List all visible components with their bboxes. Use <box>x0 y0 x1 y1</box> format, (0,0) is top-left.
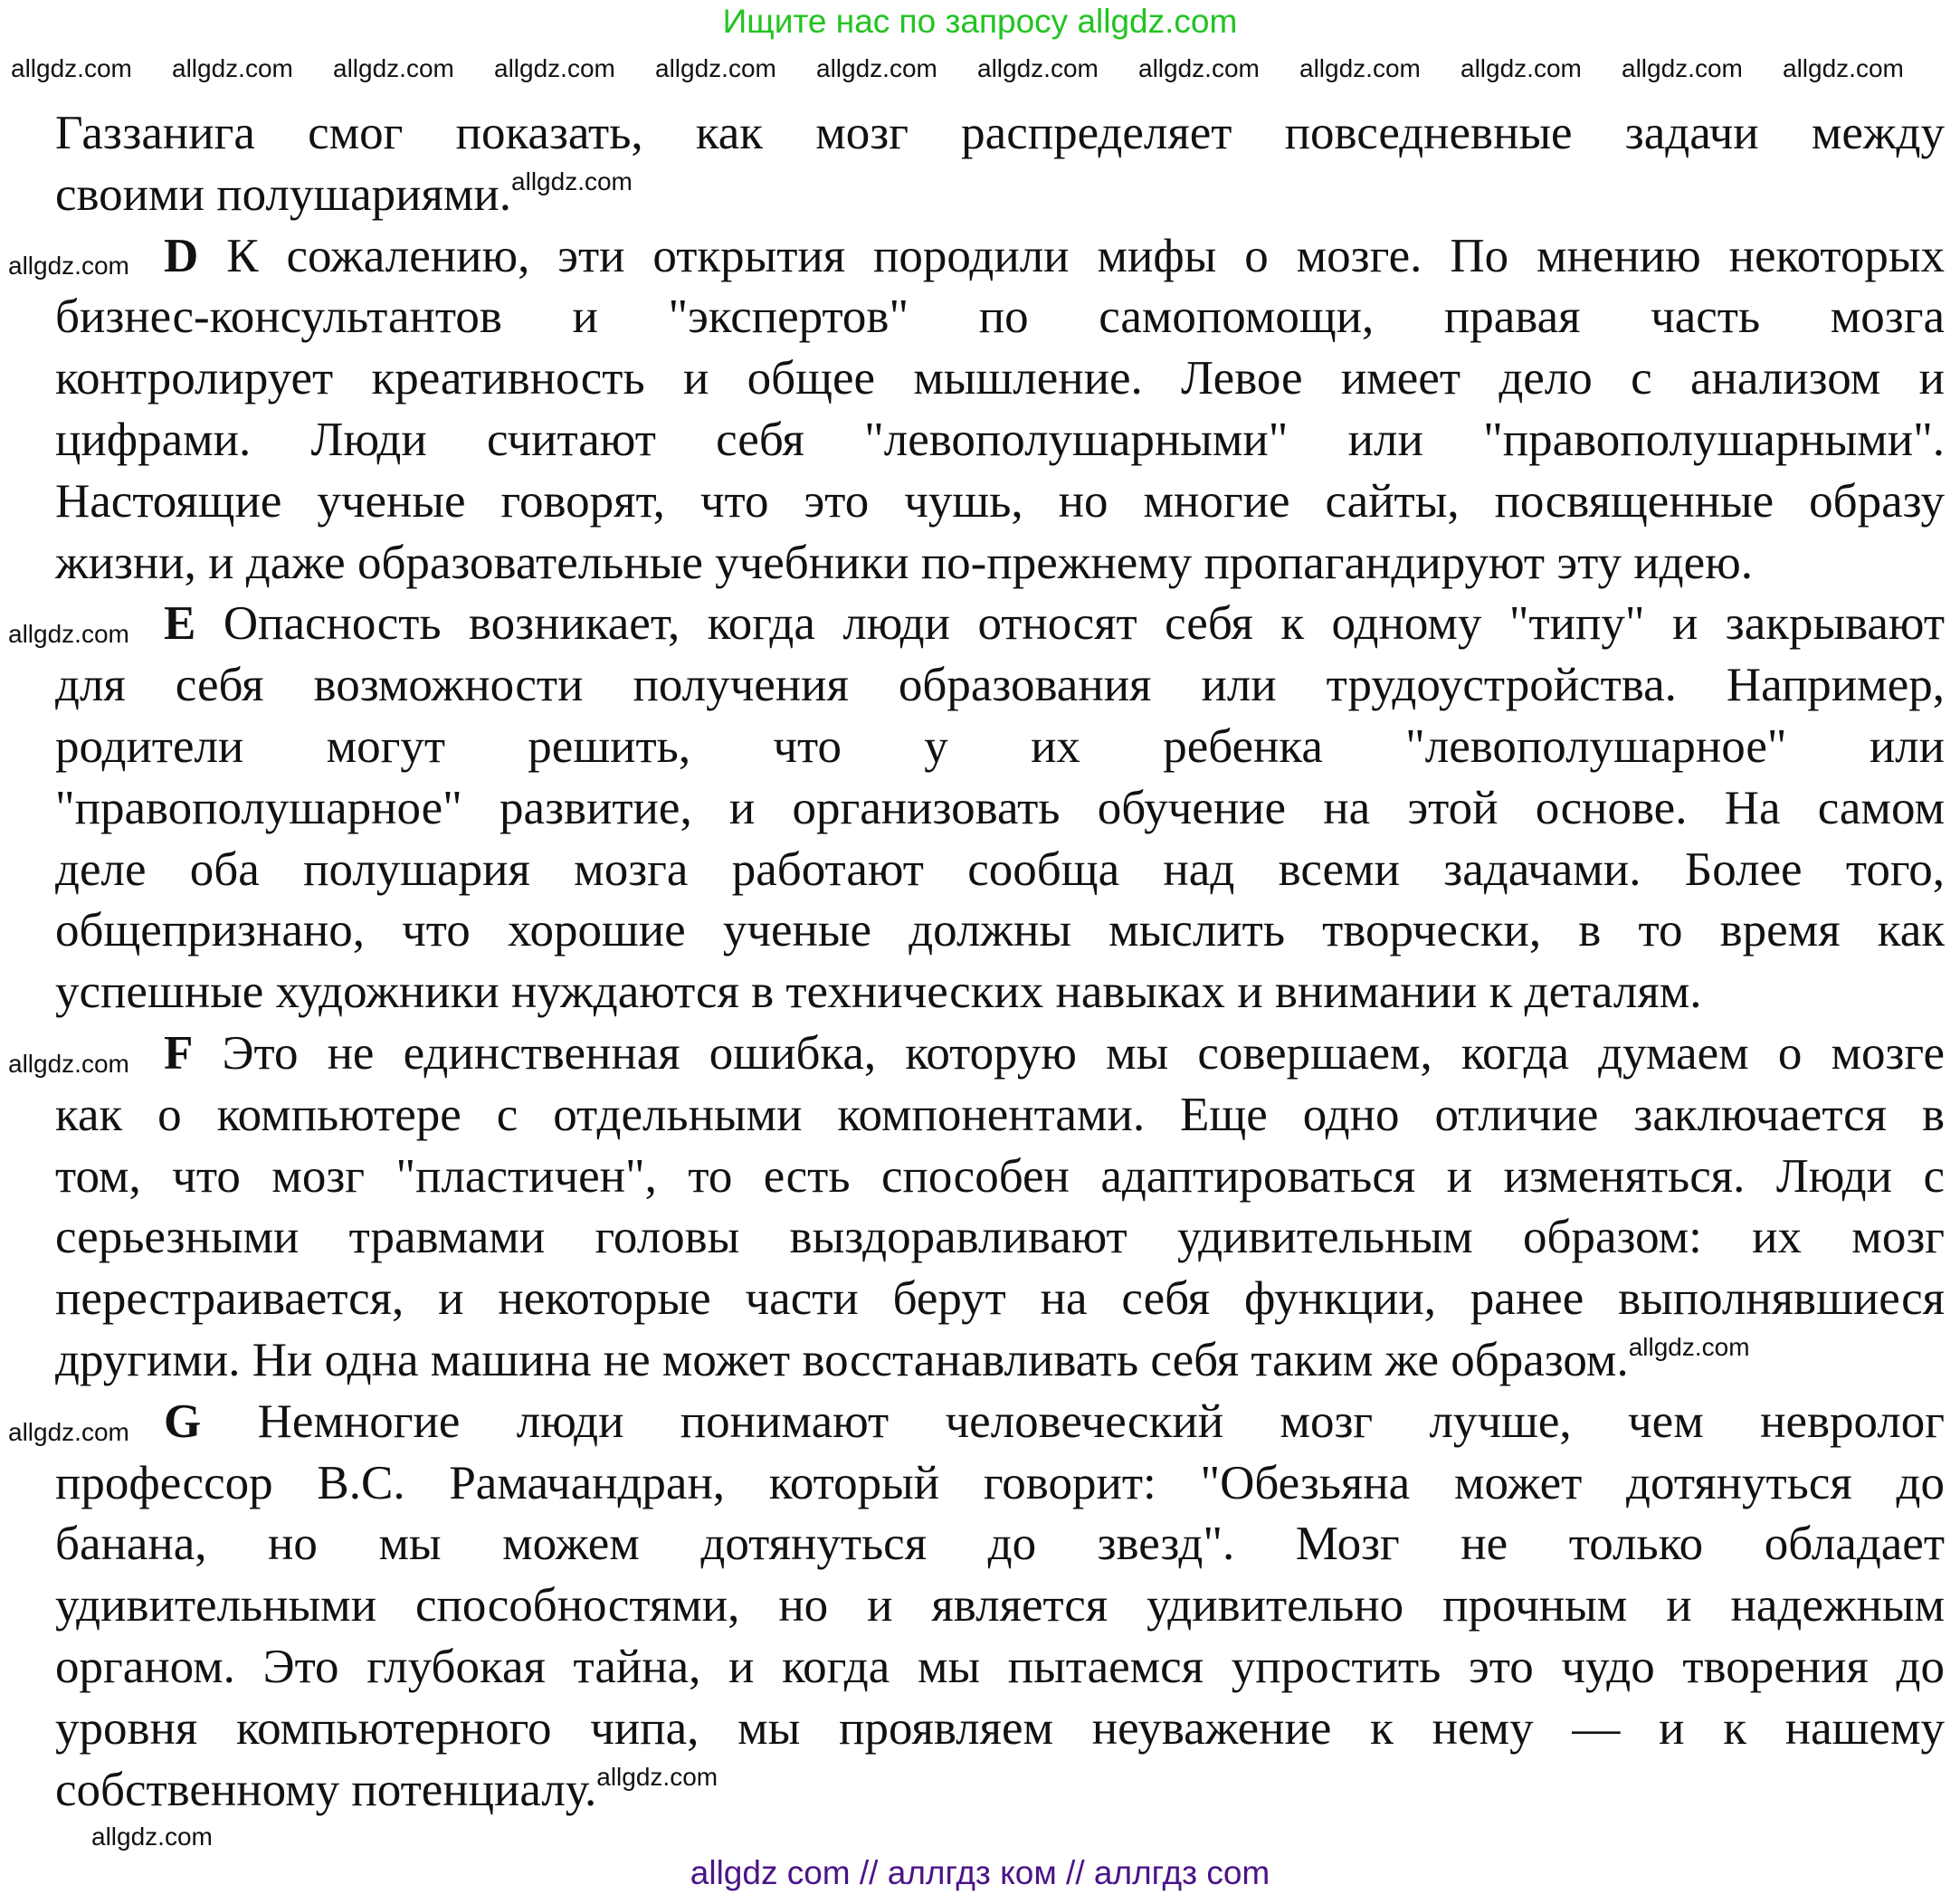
watermark: allgdz.com <box>655 54 776 82</box>
text-line <box>8 1023 1945 1085</box>
line-text: своими полушариями. <box>55 167 512 221</box>
line-text: контролирует креативность и общее мышление. Левое имеет дело с анализом и <box>55 352 1945 405</box>
text-line <box>55 103 1945 165</box>
line-text: перестраивается, и некоторые части берут на себя функции, ранее выполнявшиеся <box>55 1272 1945 1326</box>
text-line <box>55 962 1945 1023</box>
text-line <box>55 1699 1945 1760</box>
watermark: allgdz.com <box>511 167 633 195</box>
line-text: жизни, и даже образовательные учебники по-прежнему пропагандируют эту идею. <box>55 536 1753 589</box>
text-line <box>55 533 1945 595</box>
watermark: allgdz.com <box>1299 54 1421 82</box>
text-line <box>55 287 1945 348</box>
text-line <box>55 1637 1945 1699</box>
line-text: К сожалению, эти открытия породили мифы о мозге. По мнению некоторых <box>198 229 1945 282</box>
watermark: allgdz.com <box>596 1762 718 1791</box>
line-text: собственному потенциалу. <box>55 1763 597 1816</box>
text-line <box>8 226 1945 288</box>
watermark: allgdz.com <box>8 620 129 649</box>
watermark: allgdz.com <box>8 1049 129 1078</box>
text-line <box>55 1514 1945 1575</box>
line-text: общепризнано, что хорошие ученые должны мыслить творчески, в то время как <box>55 904 1945 957</box>
text-line <box>55 1085 1945 1147</box>
line-text: профессор В.С. Рамачандран, который говорит: "Обезьяна может дотянуться до <box>55 1456 1945 1509</box>
paragraph-indent <box>8 614 164 649</box>
text-line <box>55 900 1945 962</box>
watermark: allgdz.com <box>11 54 132 82</box>
site-search-banner: Ищите нас по запросу allgdz.com <box>722 3 1238 40</box>
text-line <box>55 348 1945 410</box>
paragraph-indent <box>8 1044 164 1078</box>
line-text: серьезными травмами головы выздоравливают удивительным образом: их мозг <box>55 1211 1945 1264</box>
line-text: Опасность возникает, когда люди относят себя к одному "типу" и закрывают <box>195 597 1945 651</box>
line-text: Газзанига смог показать, как мозг распределяет повседневные задачи между <box>55 107 1945 159</box>
line-text: Это не единственная ошибка, которую мы совершаем, когда думаем о мозге <box>193 1026 1945 1080</box>
line-text: уровня компьютерного чипа, мы проявляем неуважение к нему — и к нашему <box>55 1701 1945 1755</box>
paragraph-letter: E <box>164 597 196 651</box>
text-line <box>55 1575 1945 1637</box>
line-text: как о компьютере с отдельными компонентами. Еще одно отличие заключается в <box>55 1088 1945 1141</box>
watermark: allgdz.com <box>494 54 615 82</box>
text-line <box>8 1392 1945 1453</box>
line-text: банана, но мы можем дотянуться до звезд". Мозг не только обладает <box>55 1518 1945 1571</box>
text-line <box>55 778 1945 840</box>
watermark: allgdz.com <box>1460 54 1582 82</box>
watermark: allgdz.com <box>1628 1332 1750 1361</box>
line-text: Настоящие ученые говорят, что это чушь, но многие сайты, посвященные образу <box>55 474 1945 528</box>
watermark: allgdz.com <box>8 1417 129 1446</box>
line-text: органом. Это глубокая тайна, и когда мы пытаемся упростить это чудо творения до <box>55 1640 1945 1693</box>
paragraph-letter: D <box>164 229 199 282</box>
line-text: другими. Ни одна машина не может восстанавливать себя таким же образом. <box>55 1333 1629 1386</box>
line-text: бизнес-консультантов и "экспертов" по самопомощи, правая часть мозга <box>55 290 1945 344</box>
text-line <box>8 594 1945 655</box>
watermark: allgdz.com <box>1138 54 1260 82</box>
text-line <box>55 1147 1945 1208</box>
line-text: удивительными способностями, но и является удивительно прочным и надежным <box>55 1579 1945 1632</box>
paragraph-indent <box>8 1413 164 1446</box>
text-line <box>55 1330 1945 1392</box>
paragraph-indent <box>8 246 164 281</box>
text-line <box>55 655 1945 717</box>
text-line <box>55 717 1945 778</box>
line-text: для себя возможности получения образования или трудоустройства. Например, <box>55 659 1945 712</box>
watermark: allgdz.com <box>172 54 293 82</box>
watermark: allgdz.com <box>1783 54 1904 82</box>
text-line <box>55 410 1945 471</box>
watermark: allgdz.com <box>816 54 937 82</box>
line-text: Немногие люди понимают человеческий мозг лучше, чем невролог <box>201 1394 1945 1448</box>
line-text: "правополушарное" развитие, и организовать обучение на этой основе. На самом <box>55 781 1945 834</box>
text-line <box>55 1760 1945 1822</box>
line-text: успешные художники нуждаются в технических навыках и внимании к деталям. <box>55 966 1702 1019</box>
text-line <box>55 840 1945 901</box>
text-line <box>55 471 1945 533</box>
text-line <box>55 165 1945 226</box>
text-line <box>55 1207 1945 1269</box>
paragraph-letter: G <box>164 1394 202 1448</box>
text-line <box>55 1269 1945 1330</box>
article-text <box>8 103 1945 1821</box>
paragraph-letter: F <box>164 1026 194 1080</box>
line-text: деле оба полушария мозга работают сообща над всеми задачами. Более того, <box>55 842 1945 896</box>
watermark: allgdz.com <box>333 54 454 82</box>
text-line <box>55 1453 1945 1515</box>
watermark: allgdz.com <box>1622 54 1743 82</box>
line-text: цифрами. Люди считают себя "левополушарными" или "правополушарными". <box>55 413 1945 466</box>
watermark: allgdz.com <box>91 1823 213 1851</box>
footer-links: allgdz com // аллгдз ком // аллгдз com <box>690 1854 1270 1891</box>
line-text: родители могут решить, что у их ребенка "левополушарное" или <box>55 719 1945 773</box>
watermark: allgdz.com <box>977 54 1099 82</box>
line-text: том, что мозг "пластичен", то есть способен адаптироваться и изменяться. Люди с <box>55 1149 1945 1203</box>
watermark: allgdz.com <box>8 252 129 281</box>
